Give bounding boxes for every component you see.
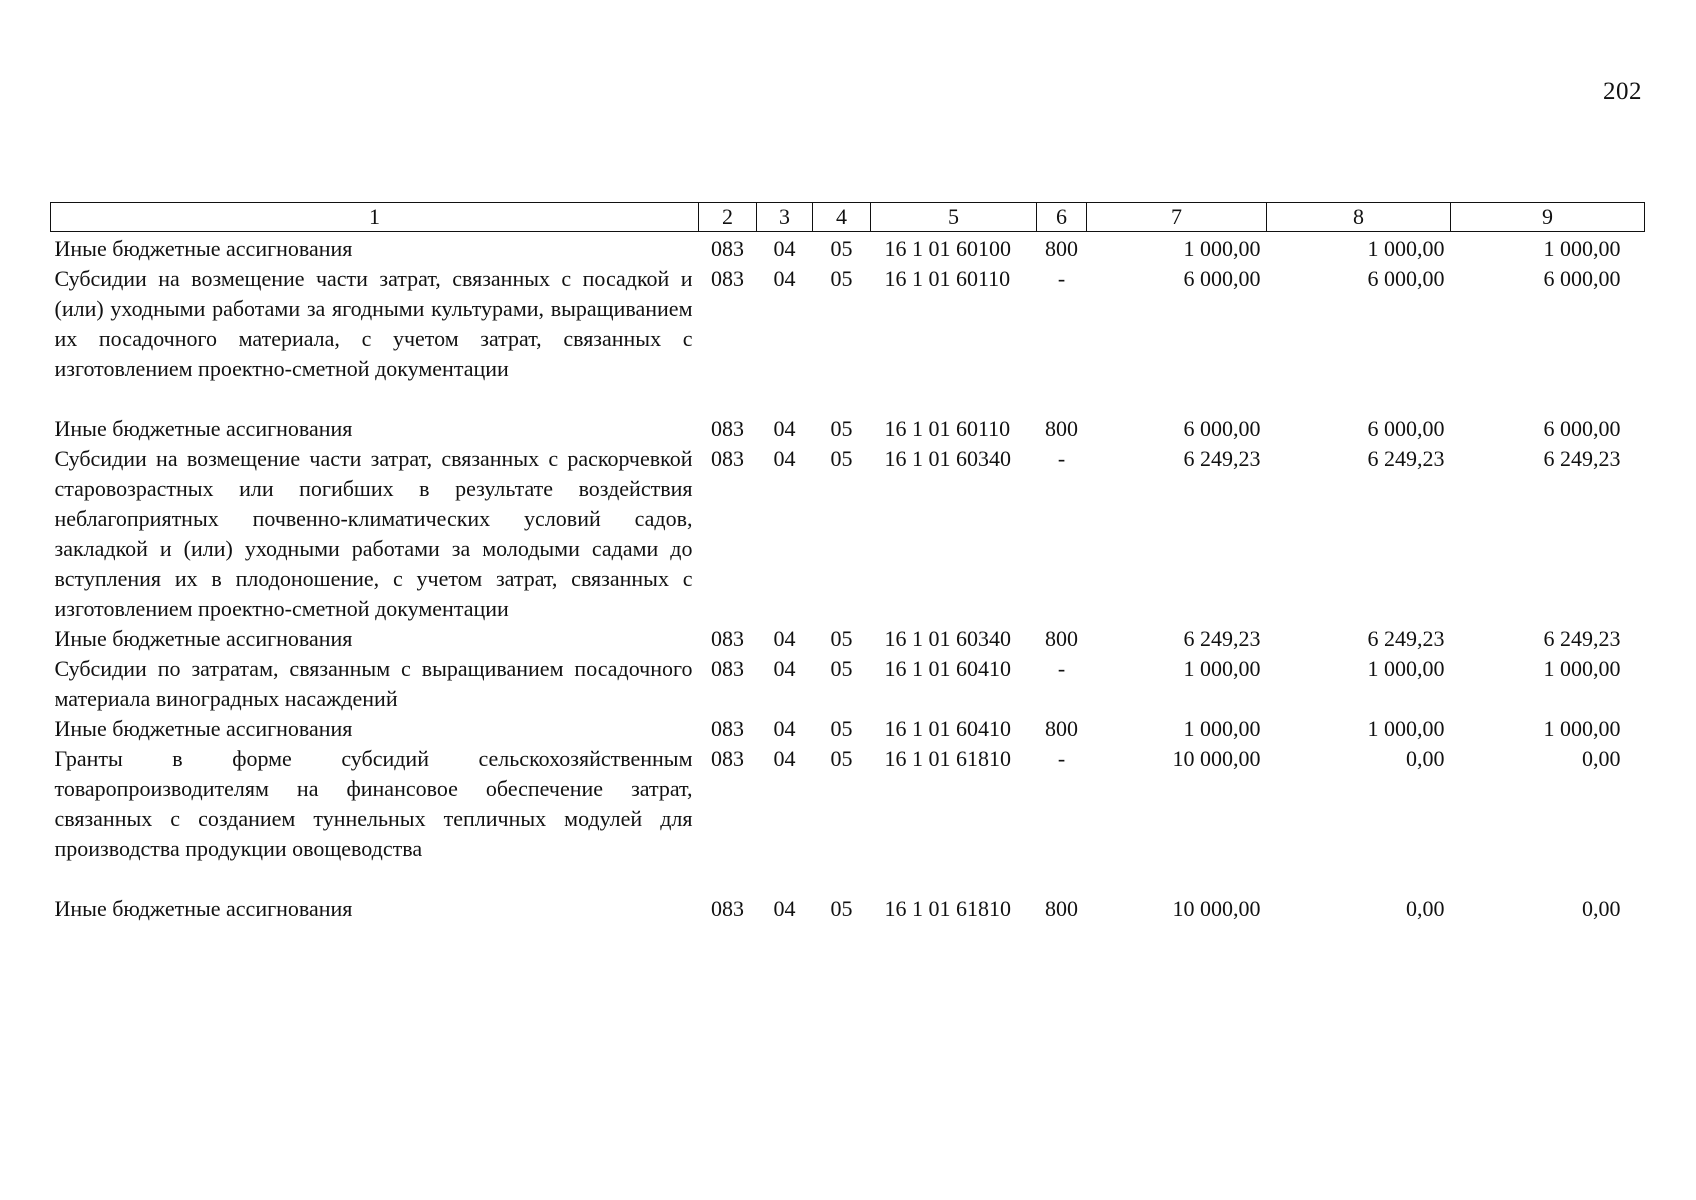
page-number: 202 <box>1603 78 1642 105</box>
row-gr: 083 <box>711 416 744 441</box>
row-csr: 16 1 01 61810 <box>884 746 1011 771</box>
row-value-2: 1 000,00 <box>1367 716 1445 741</box>
row-gr: 083 <box>711 656 744 681</box>
column-header: 5 <box>871 203 1037 232</box>
row-pr: 05 <box>830 416 853 441</box>
table-row <box>51 654 1645 714</box>
row-value-3: 1 000,00 <box>1543 236 1621 261</box>
row-value-1: 6 249,23 <box>1183 446 1261 471</box>
row-gr: 083 <box>711 626 744 651</box>
row-value-2: 6 000,00 <box>1367 416 1445 441</box>
table-row <box>51 264 1645 414</box>
row-value-3: 0,00 <box>1582 896 1621 921</box>
row-rz: 04 <box>773 446 796 471</box>
row-name: Субсидии на возмещение части затрат, связанных с раскорчевкой старовозрастных или погибших в результате воздействия неблагоприятных почвенно-климатических условий садов, закладкой и (или) уходными работами за молодыми садами до вступления их в плодоношение, с учетом затрат, связанных с изготовлением проектно-сметной документации <box>54 446 693 621</box>
row-vr: 800 <box>1045 236 1078 261</box>
row-name: Субсидии на возмещение части затрат, связанных с посадкой и (или) уходными работами за ягодными культурами, выращиванием их посадочного материала, с учетом затрат, связанных с изготовлением проектно-сметной документации <box>54 266 693 381</box>
row-value-1: 1 000,00 <box>1183 236 1261 261</box>
row-pr: 05 <box>830 266 853 291</box>
column-header: 1 <box>51 203 699 232</box>
row-csr: 16 1 01 60110 <box>884 266 1011 291</box>
row-value-2: 0,00 <box>1406 896 1445 921</box>
row-value-3: 6 249,23 <box>1543 626 1621 651</box>
row-value-3: 6 000,00 <box>1543 266 1621 291</box>
row-pr: 05 <box>830 656 853 681</box>
table-row <box>51 714 1645 744</box>
table-row <box>51 744 1645 894</box>
row-csr: 16 1 01 61810 <box>884 896 1011 921</box>
row-value-1: 1 000,00 <box>1183 656 1261 681</box>
row-value-3: 6 249,23 <box>1543 446 1621 471</box>
row-gr: 083 <box>711 446 744 471</box>
row-rz: 04 <box>773 656 796 681</box>
row-gr: 083 <box>711 896 744 921</box>
row-csr: 16 1 01 60100 <box>884 236 1011 261</box>
row-vr: 800 <box>1045 896 1078 921</box>
column-header: 7 <box>1087 203 1267 232</box>
row-name: Иные бюджетные ассигнования <box>54 716 353 741</box>
row-gr: 083 <box>711 716 744 741</box>
column-header: 2 <box>699 203 757 232</box>
row-rz: 04 <box>773 746 796 771</box>
column-header: 4 <box>813 203 871 232</box>
row-vr: 800 <box>1045 626 1078 651</box>
row-value-2: 1 000,00 <box>1367 656 1445 681</box>
row-name: Иные бюджетные ассигнования <box>54 236 353 261</box>
row-csr: 16 1 01 60110 <box>884 416 1011 441</box>
row-rz: 04 <box>773 416 796 441</box>
row-value-2: 6 000,00 <box>1367 266 1445 291</box>
row-rz: 04 <box>773 266 796 291</box>
row-value-3: 1 000,00 <box>1543 716 1621 741</box>
column-header: 6 <box>1037 203 1087 232</box>
row-gr: 083 <box>711 236 744 261</box>
row-rz: 04 <box>773 236 796 261</box>
row-value-1: 10 000,00 <box>1172 746 1261 771</box>
row-rz: 04 <box>773 626 796 651</box>
row-vr: - <box>1057 446 1066 471</box>
budget-table <box>50 202 1645 924</box>
row-vr: 800 <box>1045 416 1078 441</box>
row-vr: 800 <box>1045 716 1078 741</box>
row-name: Иные бюджетные ассигнования <box>54 896 353 921</box>
row-value-1: 1 000,00 <box>1183 716 1261 741</box>
row-vr: - <box>1057 746 1066 771</box>
table-header-row <box>51 203 1645 232</box>
table-row <box>51 444 1645 624</box>
table-row <box>51 894 1645 924</box>
row-pr: 05 <box>830 446 853 471</box>
row-gr: 083 <box>711 746 744 771</box>
table-row <box>51 414 1645 444</box>
row-pr: 05 <box>830 896 853 921</box>
row-pr: 05 <box>830 236 853 261</box>
column-header: 8 <box>1267 203 1451 232</box>
row-name: Гранты в форме субсидий сельскохозяйственным товаропроизводителям на финансовое обеспечение затрат, связанных с созданием туннельных тепличных модулей для производства продукции овощеводства <box>54 746 693 861</box>
row-value-1: 6 000,00 <box>1183 416 1261 441</box>
row-vr: - <box>1057 266 1066 291</box>
row-csr: 16 1 01 60340 <box>884 446 1011 471</box>
row-pr: 05 <box>830 626 853 651</box>
row-name: Иные бюджетные ассигнования <box>54 626 353 651</box>
row-value-1: 10 000,00 <box>1172 896 1261 921</box>
row-value-2: 6 249,23 <box>1367 626 1445 651</box>
table-row <box>51 624 1645 654</box>
row-gr: 083 <box>711 266 744 291</box>
row-rz: 04 <box>773 896 796 921</box>
row-rz: 04 <box>773 716 796 741</box>
row-name: Иные бюджетные ассигнования <box>54 416 353 441</box>
row-value-1: 6 249,23 <box>1183 626 1261 651</box>
column-header: 3 <box>757 203 813 232</box>
row-csr: 16 1 01 60410 <box>884 716 1011 741</box>
row-value-2: 1 000,00 <box>1367 236 1445 261</box>
row-vr: - <box>1057 656 1066 681</box>
row-name: Субсидии по затратам, связанным с выращиванием посадочного материала виноградных насаждений <box>54 656 693 711</box>
row-value-1: 6 000,00 <box>1183 266 1261 291</box>
row-csr: 16 1 01 60410 <box>884 656 1011 681</box>
row-value-3: 1 000,00 <box>1543 656 1621 681</box>
row-value-2: 6 249,23 <box>1367 446 1445 471</box>
row-value-3: 0,00 <box>1582 746 1621 771</box>
row-pr: 05 <box>830 716 853 741</box>
column-header: 9 <box>1451 203 1645 232</box>
row-value-3: 6 000,00 <box>1543 416 1621 441</box>
row-value-2: 0,00 <box>1406 746 1445 771</box>
table-row <box>51 232 1645 265</box>
row-csr: 16 1 01 60340 <box>884 626 1011 651</box>
row-pr: 05 <box>830 746 853 771</box>
